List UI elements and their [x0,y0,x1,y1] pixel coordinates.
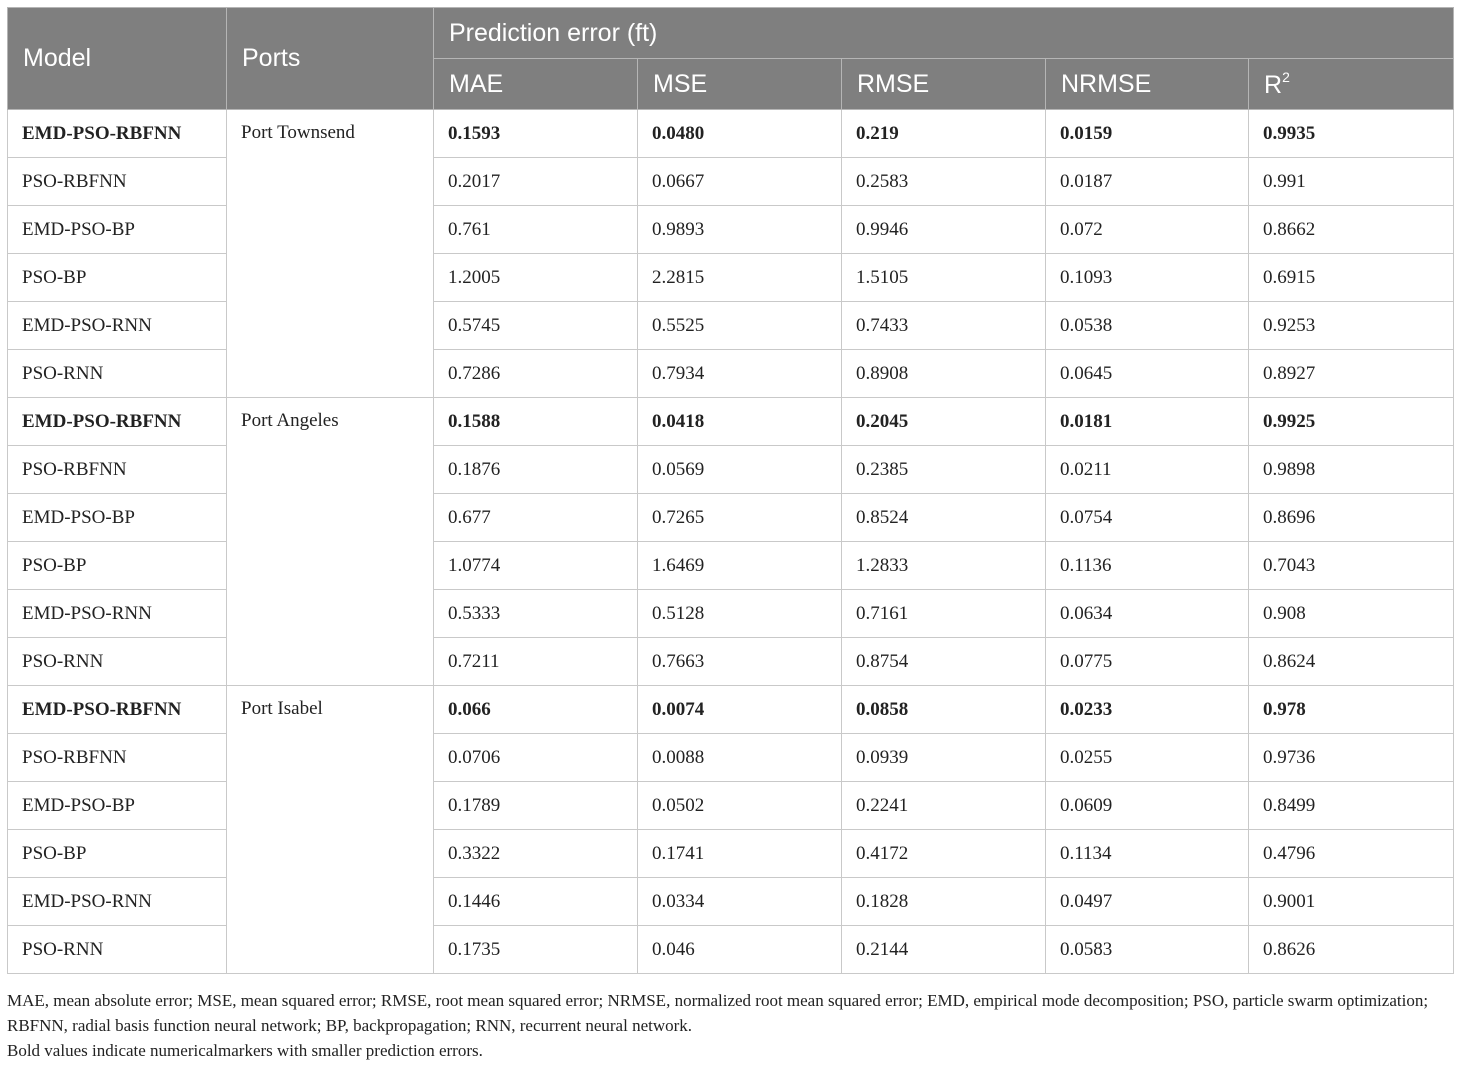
rmse-cell: 0.8908 [842,350,1046,398]
r2-cell: 0.9253 [1249,302,1454,350]
r2-cell: 0.9935 [1249,110,1454,158]
mse-cell: 0.5128 [638,590,842,638]
table-row [8,350,1454,398]
rmse-cell: 0.0939 [842,734,1046,782]
mae-cell: 0.5745 [434,302,638,350]
model-cell: EMD-PSO-RBFNN [8,110,227,158]
port-cell: Port Angeles [227,398,434,686]
model-cell: EMD-PSO-BP [8,494,227,542]
model-cell: PSO-BP [8,542,227,590]
mse-cell: 2.2815 [638,254,842,302]
table-row [8,878,1454,926]
mse-cell: 0.0667 [638,158,842,206]
r2-cell: 0.908 [1249,590,1454,638]
rmse-cell: 0.2241 [842,782,1046,830]
r2-cell: 0.4796 [1249,830,1454,878]
mae-cell: 0.7211 [434,638,638,686]
table-row [8,398,1454,446]
nrmse-cell: 0.0583 [1046,926,1249,974]
header-mae: MAE [434,59,638,110]
r2-cell: 0.8662 [1249,206,1454,254]
r2-cell: 0.8927 [1249,350,1454,398]
rmse-cell: 0.2144 [842,926,1046,974]
mse-cell: 0.046 [638,926,842,974]
header-rmse: RMSE [842,59,1046,110]
model-cell: EMD-PSO-RBFNN [8,398,227,446]
nrmse-cell: 0.0609 [1046,782,1249,830]
rmse-cell: 0.7433 [842,302,1046,350]
model-cell: EMD-PSO-RNN [8,878,227,926]
mse-cell: 0.5525 [638,302,842,350]
mae-cell: 1.0774 [434,542,638,590]
nrmse-cell: 0.0181 [1046,398,1249,446]
header-mse: MSE [638,59,842,110]
mae-cell: 1.2005 [434,254,638,302]
nrmse-cell: 0.0775 [1046,638,1249,686]
r2-cell: 0.9925 [1249,398,1454,446]
table-row [8,494,1454,542]
table-row [8,782,1454,830]
mae-cell: 0.0706 [434,734,638,782]
nrmse-cell: 0.0211 [1046,446,1249,494]
header-model: Model [8,8,227,110]
rmse-cell: 0.8524 [842,494,1046,542]
rmse-cell: 0.4172 [842,830,1046,878]
mae-cell: 0.1588 [434,398,638,446]
rmse-cell: 1.5105 [842,254,1046,302]
model-cell: PSO-RNN [8,350,227,398]
nrmse-cell: 0.0634 [1046,590,1249,638]
nrmse-cell: 0.0538 [1046,302,1249,350]
r2-cell: 0.8626 [1249,926,1454,974]
model-cell: PSO-BP [8,254,227,302]
results-table-container [7,7,1453,974]
model-cell: EMD-PSO-RNN [8,590,227,638]
model-cell: EMD-PSO-BP [8,782,227,830]
mse-cell: 0.0088 [638,734,842,782]
model-cell: EMD-PSO-RNN [8,302,227,350]
mae-cell: 0.1735 [434,926,638,974]
mse-cell: 1.6469 [638,542,842,590]
mae-cell: 0.1593 [434,110,638,158]
model-cell: PSO-RBFNN [8,446,227,494]
nrmse-cell: 0.0645 [1046,350,1249,398]
table-row [8,110,1454,158]
model-cell: PSO-RBFNN [8,158,227,206]
nrmse-cell: 0.1093 [1046,254,1249,302]
rmse-cell: 0.1828 [842,878,1046,926]
rmse-cell: 0.219 [842,110,1046,158]
model-cell: PSO-RBFNN [8,734,227,782]
table-row [8,686,1454,734]
mae-cell: 0.5333 [434,590,638,638]
mse-cell: 0.0334 [638,878,842,926]
mse-cell: 0.7663 [638,638,842,686]
model-cell: PSO-RNN [8,926,227,974]
table-row [8,302,1454,350]
mae-cell: 0.1446 [434,878,638,926]
mse-cell: 0.0418 [638,398,842,446]
table-row [8,158,1454,206]
r2-cell: 0.6915 [1249,254,1454,302]
bold-values-note: Bold values indicate numericalmarkers with smaller prediction errors. [7,1041,483,1060]
abbreviations-note: MAE, mean absolute error; MSE, mean squared error; RMSE, root mean squared error; NRMSE, normalized root mean squared error; EMD, empirical mode decomposition; PSO, particle swarm optimization; RBFNN, radial basis function neural network; BP, backpropagation; RNN, recurrent neural network. [7,991,1429,1035]
r2-cell: 0.8624 [1249,638,1454,686]
port-cell: Port Townsend [227,110,434,398]
rmse-cell: 1.2833 [842,542,1046,590]
mae-cell: 0.1789 [434,782,638,830]
r2-cell: 0.9001 [1249,878,1454,926]
rmse-cell: 0.2045 [842,398,1046,446]
header-r2-base: R [1264,70,1283,99]
nrmse-cell: 0.0497 [1046,878,1249,926]
r2-cell: 0.7043 [1249,542,1454,590]
mse-cell: 0.0502 [638,782,842,830]
table-row [8,734,1454,782]
table-row [8,254,1454,302]
mae-cell: 0.066 [434,686,638,734]
mse-cell: 0.0480 [638,110,842,158]
table-row [8,926,1454,974]
r2-cell: 0.9898 [1249,446,1454,494]
mae-cell: 0.677 [434,494,638,542]
mse-cell: 0.0074 [638,686,842,734]
header-r2 [1249,59,1454,110]
nrmse-cell: 0.0233 [1046,686,1249,734]
header-nrmse: NRMSE [1046,59,1249,110]
nrmse-cell: 0.072 [1046,206,1249,254]
nrmse-cell: 0.1134 [1046,830,1249,878]
table-header [8,8,1454,110]
table-row [8,542,1454,590]
model-cell: PSO-BP [8,830,227,878]
header-r2-sup: 2 [1282,68,1290,85]
mae-cell: 0.2017 [434,158,638,206]
table-row [8,206,1454,254]
mse-cell: 0.0569 [638,446,842,494]
mae-cell: 0.1876 [434,446,638,494]
table-row [8,638,1454,686]
header-ports: Ports [227,8,434,110]
rmse-cell: 0.2385 [842,446,1046,494]
r2-cell: 0.8696 [1249,494,1454,542]
r2-cell: 0.8499 [1249,782,1454,830]
mae-cell: 0.7286 [434,350,638,398]
mse-cell: 0.7265 [638,494,842,542]
model-cell: PSO-RNN [8,638,227,686]
nrmse-cell: 0.0255 [1046,734,1249,782]
nrmse-cell: 0.0187 [1046,158,1249,206]
mae-cell: 0.3322 [434,830,638,878]
mse-cell: 0.1741 [638,830,842,878]
rmse-cell: 0.0858 [842,686,1046,734]
port-cell: Port Isabel [227,686,434,974]
mse-cell: 0.9893 [638,206,842,254]
table-row [8,446,1454,494]
r2-cell: 0.978 [1249,686,1454,734]
table-footnotes [7,988,1455,1063]
r2-cell: 0.9736 [1249,734,1454,782]
header-prediction-error: Prediction error (ft) [434,8,1454,59]
nrmse-cell: 0.0754 [1046,494,1249,542]
rmse-cell: 0.2583 [842,158,1046,206]
mae-cell: 0.761 [434,206,638,254]
r2-cell: 0.991 [1249,158,1454,206]
table-body [8,110,1454,974]
mse-cell: 0.7934 [638,350,842,398]
table-row [8,830,1454,878]
rmse-cell: 0.8754 [842,638,1046,686]
rmse-cell: 0.7161 [842,590,1046,638]
rmse-cell: 0.9946 [842,206,1046,254]
nrmse-cell: 0.1136 [1046,542,1249,590]
table-row [8,590,1454,638]
model-cell: EMD-PSO-BP [8,206,227,254]
prediction-error-table [7,7,1454,974]
model-cell: EMD-PSO-RBFNN [8,686,227,734]
nrmse-cell: 0.0159 [1046,110,1249,158]
